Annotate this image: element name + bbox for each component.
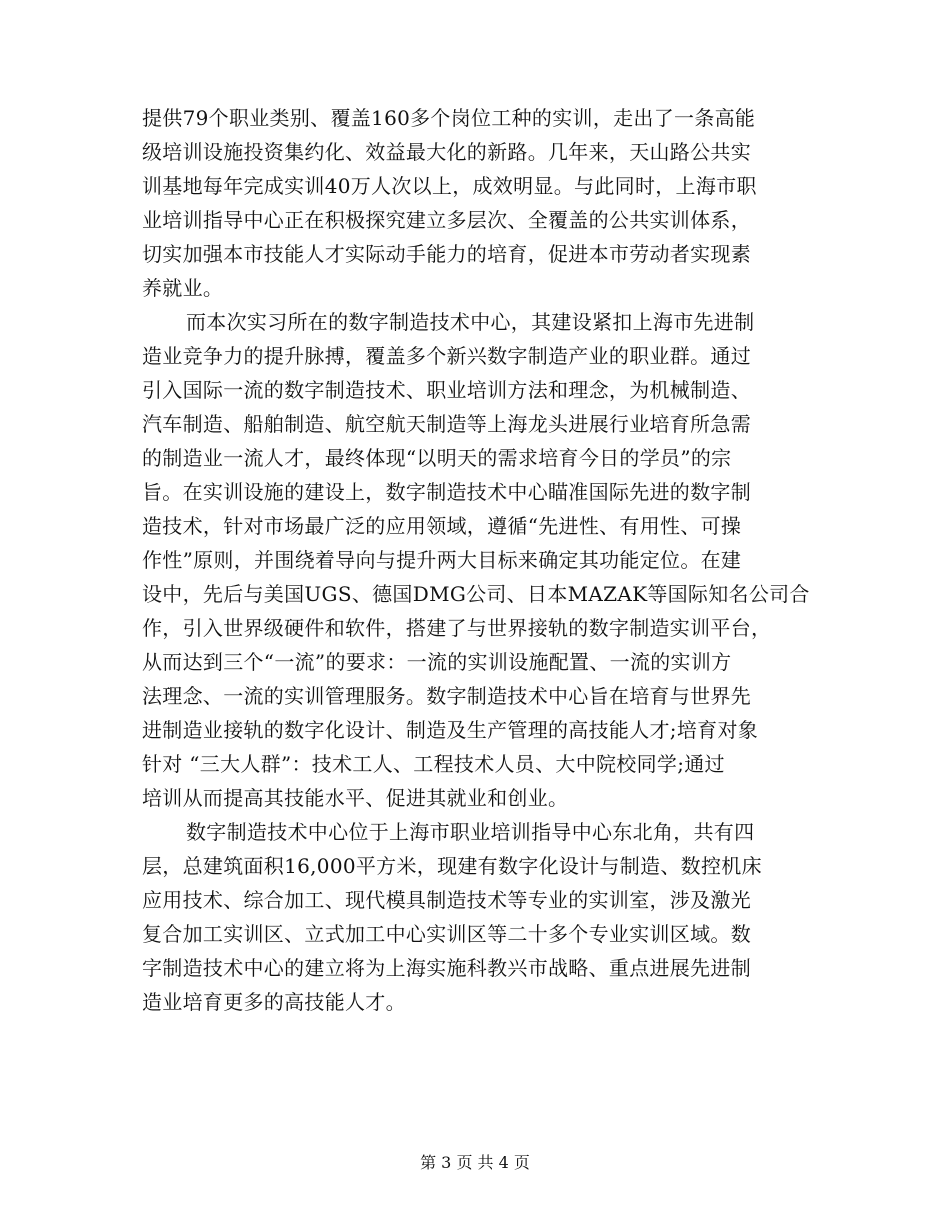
text-line: 作性”原则，并围绕着导向与提升两大目标来确定其功能定位。在建 — [142, 548, 742, 572]
text-line: 针对 “三大人群”：技术工人、工程技术人员、大中院校同学;通过 — [142, 752, 725, 776]
text-line: 业培训指导中心正在积极探究建立多层次、全覆盖的公共实训体系， — [142, 208, 751, 232]
text-line: 造业竞争力的提升脉搏，覆盖多个新兴数字制造产业的职业群。通过 — [142, 344, 751, 368]
text-line: 的制造业一流人才，最终体现“以明天的需求培育今日的学员”的宗 — [142, 446, 732, 470]
text-line: 旨。在实训设施的建设上，数字制造技术中心瞄准国际先进的数字制 — [142, 480, 751, 504]
text-line: 培训从而提高其技能水平、促进其就业和创业。 — [142, 786, 569, 810]
text-line: 从而达到三个“一流”的要求：一流的实训设施配置、一流的实训方 — [142, 650, 732, 674]
text-line: 层，总建筑面积16,000平方米，现建有数字化设计与制造、数控机床 — [142, 854, 762, 878]
page-number-footer: 第 3 页 共 4 页 — [420, 1153, 530, 1172]
text-line: 训基地每年完成实训40万人次以上，成效明显。与此同时，上海市职 — [142, 174, 757, 198]
text-line: 养就业。 — [142, 276, 224, 300]
text-line: 造业培育更多的高技能人才。 — [142, 990, 406, 1014]
text-line: 进制造业接轨的数字化设计、制造及生产管理的高技能人才;培育对象 — [142, 718, 759, 742]
paragraph-start-line: 数字制造技术中心位于上海市职业培训指导中心东北角，共有四 — [186, 820, 755, 844]
text-line: 作，引入世界级硬件和软件，搭建了与世界接轨的数字制造实训平台， — [142, 616, 772, 640]
text-line: 级培训设施投资集约化、效益最大化的新路。几年来，天山路公共实 — [142, 140, 751, 164]
paragraph-start-line: 而本次实习所在的数字制造技术中心，其建设紧扣上海市先进制 — [186, 310, 755, 334]
text-line: 应用技术、综合加工、现代模具制造技术等专业的实训室，涉及激光 — [142, 888, 751, 912]
text-line: 法理念、一流的实训管理服务。数字制造技术中心旨在培育与世界先 — [142, 684, 751, 708]
text-line: 汽车制造、船舶制造、航空航天制造等上海龙头进展行业培育所急需 — [142, 412, 751, 436]
text-line: 设中，先后与美国UGS、德国DMG公司、日本MAZAK等国际知名公司合 — [142, 582, 810, 606]
text-line: 切实加强本市技能人才实际动手能力的培育，促进本市劳动者实现素 — [142, 242, 751, 266]
text-line: 字制造技术中心的建立将为上海实施科教兴市战略、重点进展先进制 — [142, 956, 751, 980]
text-line: 引入国际一流的数字制造技术、职业培训方法和理念，为机械制造、 — [142, 378, 751, 402]
text-line: 复合加工实训区、立式加工中心实训区等二十多个专业实训区域。数 — [142, 922, 751, 946]
text-line: 造技术，针对市场最广泛的应用领域，遵循“先进性、有用性、可操 — [142, 514, 742, 538]
text-line: 提供79个职业类别、覆盖160多个岗位工种的实训，走出了一条高能 — [142, 106, 756, 130]
